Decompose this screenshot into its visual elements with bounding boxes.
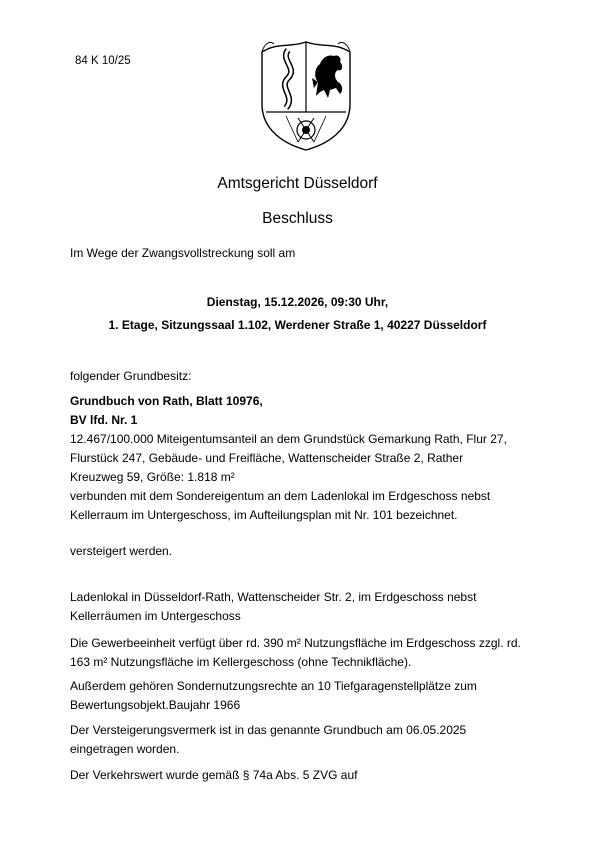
appointment-location: 1. Etage, Sitzungssaal 1.102, Werdener Straße 1, 40227 Düsseldorf: [108, 318, 487, 332]
linked-line: verbunden mit dem Sondereigentum an dem Ladenlokal im Erdgeschoss nebst: [70, 489, 491, 503]
description-paragraph: [70, 766, 550, 785]
document-title: Beschluss: [262, 210, 333, 227]
description-line: Ladenlokal in Düsseldorf-Rath, Wattenscheider Str. 2, im Erdgeschoss nebst: [70, 590, 477, 604]
land-register-block: [70, 392, 540, 525]
share-line: Flurstück 247, Gebäude- und Freifläche, Wattenscheider Straße 2, Rather: [70, 451, 464, 465]
description-paragraph: [70, 634, 550, 672]
description-line: Außerdem gehören Sondernutzungsrechte an 10 Tiefgaragenstellplätze zum: [70, 679, 477, 693]
description-line: Die Gewerbeeinheit verfügt über rd. 390 m² Nutzungsfläche im Erdgeschoss zzgl. rd.: [70, 636, 521, 650]
share-line: 12.467/100.000 Miteigentumsanteil an dem Grundstück Gemarkung Rath, Flur 27,: [70, 432, 507, 446]
appointment-date: Dienstag, 15.12.2026, 09:30 Uhr,: [206, 295, 389, 309]
intro-text: Im Wege der Zwangsvollstreckung soll am: [70, 246, 296, 260]
case-reference: 84 K 10/25: [75, 55, 131, 67]
linked-line: Kellerraum im Untergeschoss, im Aufteilungsplan mit Nr. 101 bezeichnet.: [70, 508, 458, 522]
description-paragraph: [70, 677, 550, 715]
share-line: Kreuzweg 59, Größe: 1.818 m²: [70, 470, 235, 484]
nrw-coat-of-arms-icon: [258, 38, 354, 152]
description-paragraph: [70, 721, 550, 759]
description-line: Der Verkehrswert wurde gemäß § 74a Abs. 5 ZVG auf: [70, 768, 358, 782]
description-line: eingetragen worden.: [70, 742, 180, 756]
land-register-item: BV lfd. Nr. 1: [70, 413, 138, 427]
description-paragraph: [70, 588, 550, 626]
description-line: Der Versteigerungsvermerk ist in das genannte Grundbuch am 06.05.2025: [70, 723, 467, 737]
court-name: Amtsgericht Düsseldorf: [217, 175, 378, 192]
auction-text: versteigert werden.: [70, 544, 173, 558]
description-line: Kellerräumen im Untergeschoss: [70, 609, 241, 623]
property-heading: folgender Grundbesitz:: [70, 369, 192, 383]
land-register-book: Grundbuch von Rath, Blatt 10976,: [70, 394, 263, 408]
description-line: 163 m² Nutzungsfläche im Kellergeschoss (ohne Technikfläche).: [70, 655, 412, 669]
description-line: Bewertungsobjekt.Baujahr 1966: [70, 698, 241, 712]
